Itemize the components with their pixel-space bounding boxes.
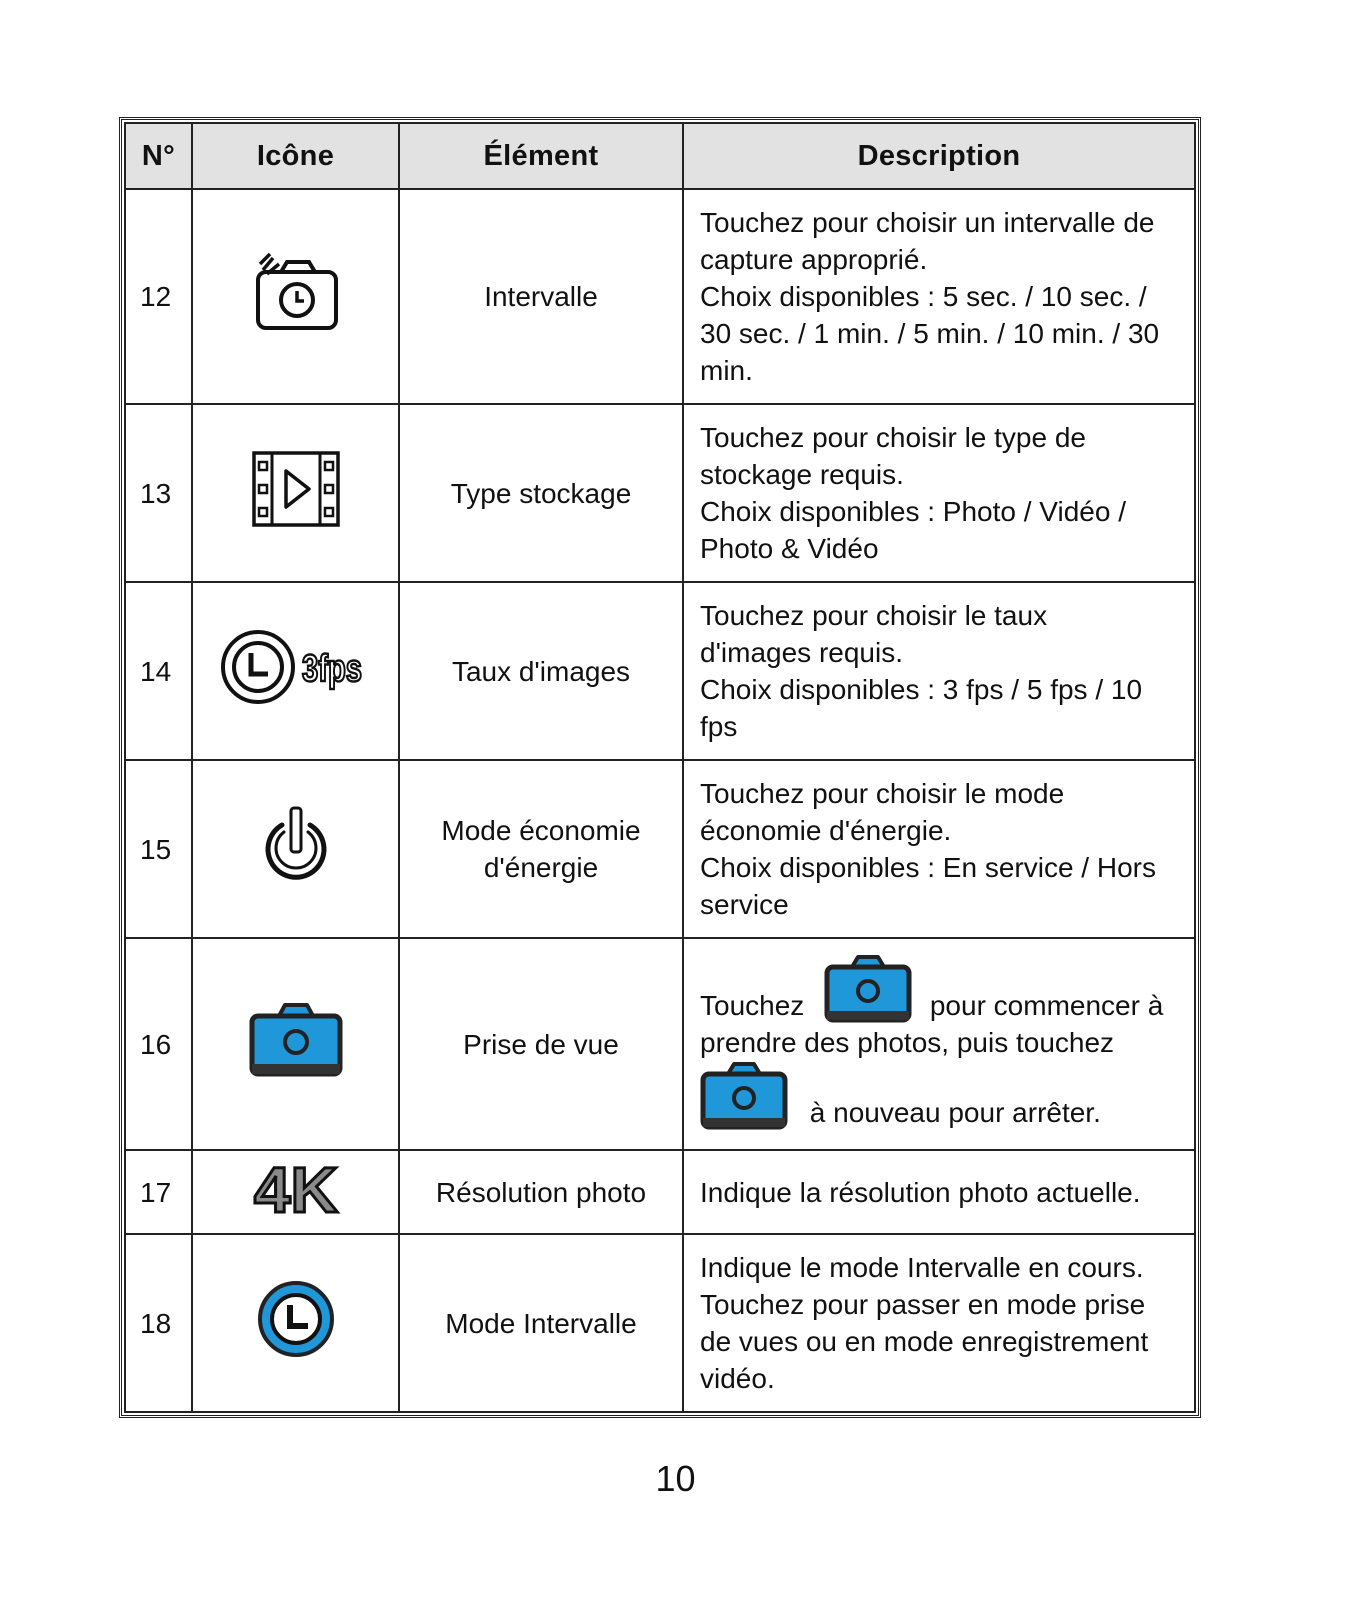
icon-cell	[192, 760, 399, 938]
resolution-4k-label: 4K	[253, 1153, 338, 1226]
description-text: Touchez	[700, 989, 805, 1021]
description-line: Touchez pour choisir le mode	[700, 778, 1065, 809]
description-line: économie d'énergie.	[700, 815, 952, 846]
icon-table-frame	[119, 117, 1201, 1418]
description-line: d'images requis.	[700, 637, 903, 668]
description-line: Choix disponibles : 5 sec. / 10 sec. /	[700, 281, 1147, 312]
element-label	[399, 760, 683, 938]
description-line: Indique le mode Intervalle en cours.	[700, 1252, 1144, 1283]
table-row	[125, 582, 1195, 760]
interval-mode-clock-icon	[256, 1279, 336, 1359]
table-row	[125, 1234, 1195, 1412]
element-label: Prise de vue	[399, 938, 683, 1150]
row-number: 16	[125, 938, 192, 1150]
description-cell	[683, 189, 1195, 404]
description-line: 30 sec. / 1 min. / 5 min. / 10 min. / 30	[700, 318, 1160, 349]
table-row	[125, 760, 1195, 938]
header-element: Élément	[399, 123, 683, 189]
description-line: Touchez pour choisir le taux	[700, 600, 1048, 631]
icon-cell	[192, 1150, 399, 1234]
table-header-row	[125, 123, 1195, 189]
fps-label: 3fps	[301, 647, 362, 690]
element-label: Intervalle	[399, 189, 683, 404]
description-line: vidéo.	[700, 1363, 775, 1394]
resolution-4k-icon	[251, 1153, 341, 1226]
description-line: stockage requis.	[700, 459, 904, 490]
description-line: capture approprié.	[700, 244, 928, 275]
icon-cell	[192, 1234, 399, 1412]
description-line	[700, 954, 1182, 1024]
description-cell	[683, 760, 1195, 938]
shutter-camera-icon	[824, 954, 912, 1024]
icon-cell	[192, 582, 399, 760]
shutter-camera-icon	[700, 1061, 788, 1131]
clock-3fps-icon	[220, 627, 372, 707]
table-row	[125, 1150, 1195, 1234]
description-line	[700, 1061, 1182, 1131]
description-line: min.	[700, 355, 753, 386]
description-cell	[683, 938, 1195, 1150]
description-line: fps	[700, 711, 738, 742]
description-line: Choix disponibles : Photo / Vidéo /	[700, 496, 1126, 527]
icon-cell	[192, 404, 399, 582]
row-number: 15	[125, 760, 192, 938]
description-cell	[683, 1150, 1195, 1234]
film-play-icon	[251, 450, 341, 528]
description-text: pour commencer à	[929, 989, 1164, 1021]
page-number: 10	[655, 1458, 696, 1499]
description-line: Choix disponibles : En service / Hors	[700, 852, 1156, 883]
description-line: service	[700, 889, 789, 920]
icon-cell	[192, 189, 399, 404]
description-line: prendre des photos, puis touchez	[700, 1026, 1115, 1058]
icon-table	[124, 122, 1196, 1413]
description-line: Photo & Vidéo	[700, 533, 879, 564]
shutter-camera-icon	[249, 1002, 343, 1078]
description-line: Choix disponibles : 3 fps / 5 fps / 10	[700, 674, 1143, 705]
element-label: Résolution photo	[399, 1150, 683, 1234]
row-number: 17	[125, 1150, 192, 1234]
element-label: Mode Intervalle	[399, 1234, 683, 1412]
row-number: 12	[125, 189, 192, 404]
description-line: Touchez pour passer en mode prise	[700, 1289, 1146, 1320]
icon-cell	[192, 938, 399, 1150]
description-line: Indique la résolution photo actuelle.	[700, 1176, 1141, 1208]
description-cell	[683, 582, 1195, 760]
description-line: de vues ou en mode enregistrement	[700, 1326, 1149, 1357]
description-text: à nouveau pour arrêter.	[809, 1096, 1101, 1128]
row-number: 13	[125, 404, 192, 582]
row-number: 18	[125, 1234, 192, 1412]
description-cell	[683, 1234, 1195, 1412]
description-line: Touchez pour choisir un intervalle de	[700, 207, 1155, 238]
table-row	[125, 404, 1195, 582]
element-label: Taux d'images	[399, 582, 683, 760]
camera-interval-icon	[251, 252, 341, 332]
row-number: 14	[125, 582, 192, 760]
table-row	[125, 938, 1195, 1150]
element-label-line: d'énergie	[483, 852, 599, 883]
element-label: Type stockage	[399, 404, 683, 582]
description-cell	[683, 404, 1195, 582]
header-description: Description	[683, 123, 1195, 189]
header-number: N°	[125, 123, 192, 189]
description-line: Touchez pour choisir le type de	[700, 422, 1086, 453]
power-icon	[258, 805, 334, 885]
header-icon: Icône	[192, 123, 399, 189]
table-row	[125, 189, 1195, 404]
element-label-line: Mode économie	[441, 815, 641, 846]
